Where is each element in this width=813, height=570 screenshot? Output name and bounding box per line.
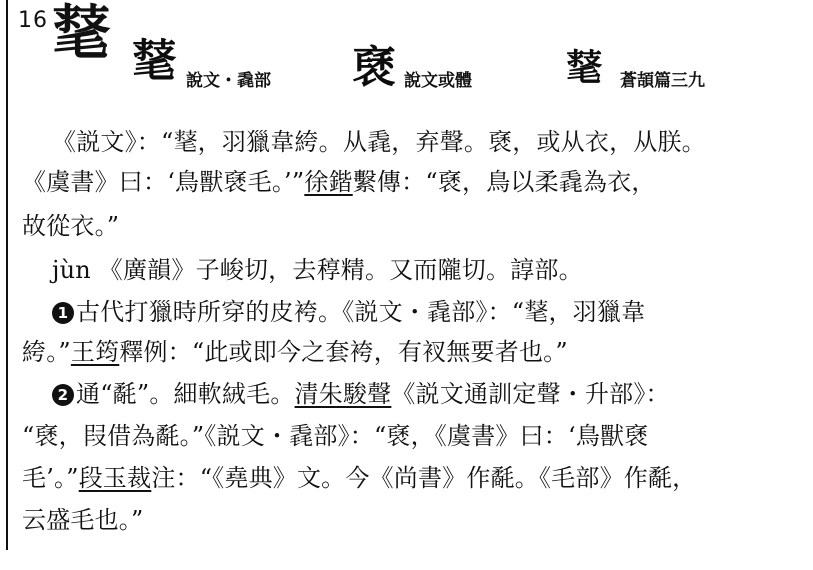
text-segment: 注：“《堯典》文。今《尚書》作氄。《毛部》作氄， <box>151 464 697 492</box>
text-segment: 《説文通訓定聲・升部》： <box>391 380 670 408</box>
seal-caption-shuowen: 說文・毳部 <box>186 71 271 91</box>
text-line <box>52 130 706 154</box>
seal-caption-variant: 說文或體 <box>404 71 472 91</box>
proper-name-underlined: 王筠 <box>70 338 120 366</box>
text-line <box>52 300 645 324</box>
sense-number-badge: 1 <box>52 302 74 324</box>
head-character: 𣯕 <box>52 0 111 67</box>
proper-name-underlined: 徐鍇 <box>304 168 353 196</box>
text-segment: 釋例：“此或即今之套袴，有衩無要者也。” <box>119 338 568 366</box>
text-line <box>52 258 583 282</box>
entry-number: 16 <box>18 8 48 33</box>
text-segment: 古代打獵時所穿的皮袴。《説文・毳部》：“𣯕，羽獵韋 <box>76 298 646 326</box>
text-segment: jùn 《廣韻》子峻切，去稕精。又而隴切。諄部。 <box>52 256 583 284</box>
proper-name-underlined: 清朱駿聲 <box>294 380 392 408</box>
sense-number-badge: 2 <box>52 384 74 406</box>
text-segment: 《説文》：“𣯕，羽獵韋絝。从毳，弃聲。褎，或从衣，从朕。 <box>52 128 706 156</box>
seal-glyph-variant: 褎 <box>352 42 396 93</box>
text-segment: 故從衣。” <box>22 212 120 240</box>
text-line <box>22 508 143 532</box>
text-line <box>52 382 670 406</box>
text-segment: 《虞書》曰：‘鳥獸褎毛。’” <box>22 168 305 196</box>
seal-glyph-cangjie: 𣯕 <box>566 47 603 89</box>
text-segment: 通“氄”。細軟絨毛。 <box>76 380 295 408</box>
text-line <box>22 170 656 194</box>
text-line <box>22 466 696 490</box>
seal-caption-cangjie: 蒼頡篇三九 <box>620 71 705 91</box>
seal-glyph-shuowen: 𣯕 <box>132 36 176 87</box>
text-segment: 云盛毛也。” <box>22 506 144 534</box>
text-segment: 繫傳：“褎，鳥以柔毳為衣， <box>352 168 656 196</box>
text-segment: “褎，叚借為氄。”《説文・毳部》：“褎，《虞書》曰：‘鳥獸褎 <box>22 422 649 450</box>
margin-rule <box>6 0 8 550</box>
proper-name-underlined: 段玉裁 <box>78 464 152 492</box>
text-segment: 絝。” <box>22 338 71 366</box>
text-segment: 毛’。” <box>22 464 79 492</box>
text-line <box>22 214 119 238</box>
text-line <box>22 340 568 364</box>
text-line <box>22 424 648 448</box>
